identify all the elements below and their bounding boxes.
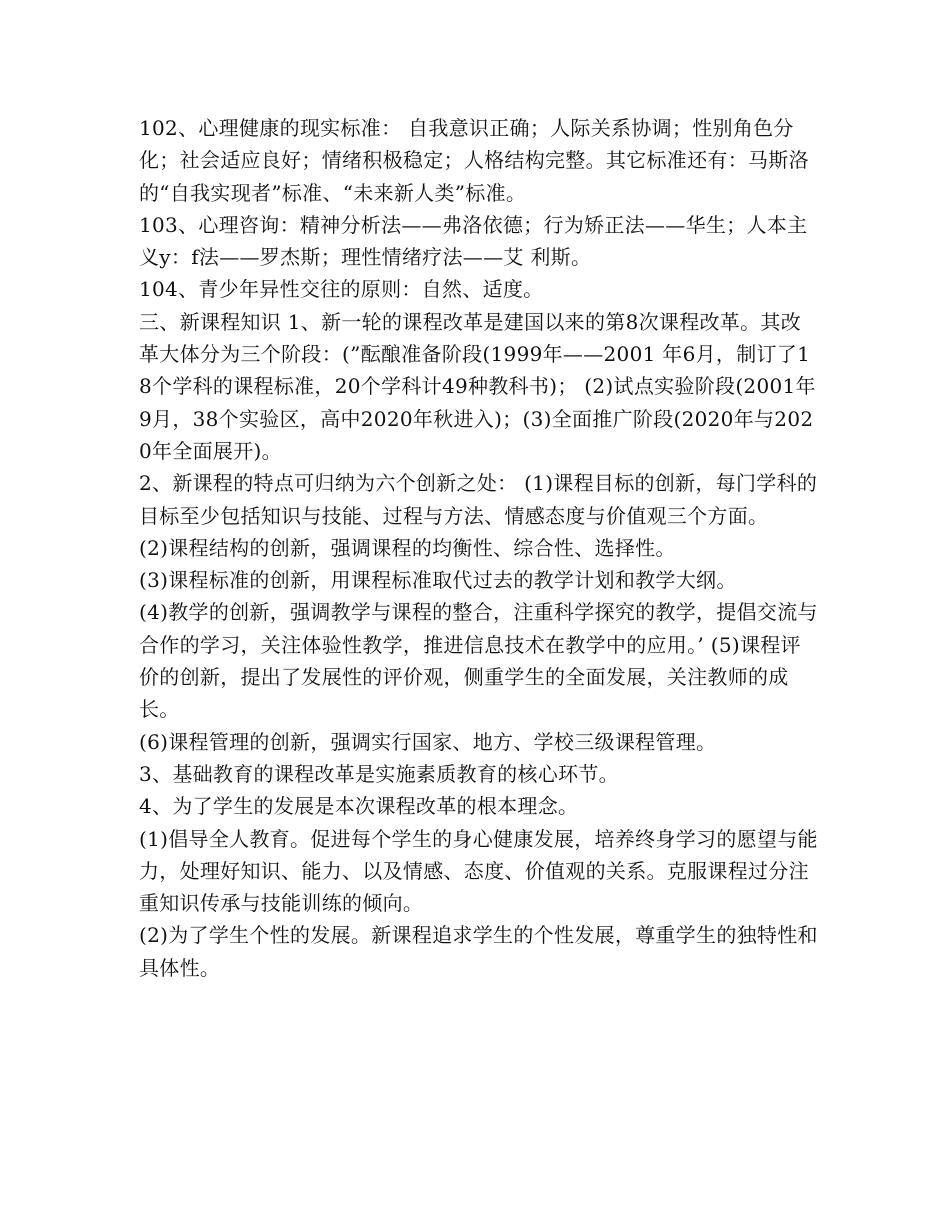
paragraph-structure-innovation: (2)课程结构的创新，强调课程的均衡性、综合性、选择性。 [139,535,676,560]
paragraph-curriculum-features: 2、新课程的特点可归纳为六个创新之处： (1)课程目标的创新，每门学科的目标至少包括知识与技能、过程与方法、情感态度与价值观三个方面。 [139,471,818,528]
paragraph-whole-person-education: (1)倡导全人教育。促进每个学生的身心健康发展，培养终身学习的愿望与能力，处理好知识、能力、以及情感、态度、价值观的关系。克服课程过分注重知识传承与技能训练的倾向。 [139,826,818,916]
paragraph-core-link: 3、基础教育的课程改革是实施素质教育的核心环节。 [139,761,619,786]
paragraph-104-adolescent-interaction: 104、青少年异性交往的原则：自然、适度。 [139,277,544,302]
paragraph-standards-innovation: (3)课程标准的创新，用课程标准取代过去的教学计划和教学大纲。 [139,568,737,593]
paragraph-fundamental-idea: 4、为了学生的发展是本次课程改革的根本理念。 [139,794,579,819]
paragraph-teaching-innovation: (4)教学的创新，强调教学与课程的整合，注重科学探究的教学，提倡交流与合作的学习，关注体验性教学，推进信息技术在教学中的应用。’ (5)课程评价的创新，提出了发展性的评价观，侧重学生的全面发展，关注教师的成长。 [139,600,818,722]
paragraph-103-counseling: 103、心理咨询：精神分析法——弗洛依德；行为矫正法——华生；人本主义y：f法——罗杰斯；理性情绪疗法——艾 利斯。 [139,212,808,270]
paragraph-management-innovation: (6)课程管理的创新，强调实行国家、地方、学校三级课程管理。 [139,729,717,754]
paragraph-102-mental-health-standards: 102、心理健康的现实标准： 自我意识正确；人际关系协调；性别角色分化；社会适应良好；情绪积极稳定；人格结构完整。其它标准还有：马斯洛的“自我实现者”标准、“未来新人类”标准。 [139,116,809,205]
paragraph-individual-development: (2)为了学生个性的发展。新课程追求学生的个性发展，尊重学生的独特性和具体性。 [139,923,818,980]
paragraph-new-curriculum-stages: 三、新课程知识 1、新一轮的课程改革是建国以来的第8次课程改革。其改革大体分为三个阶段：(”酝酿准备阶段(1999年——2001 年6月，制订了18个学科的课程标准，20个学科计49种教科书)； (2)试点实验阶段(2001年9月，38个实验区，高中2020年秋进入)；(3)全面推广阶段(2020年与2020年全面展开)。 [139,309,816,463]
